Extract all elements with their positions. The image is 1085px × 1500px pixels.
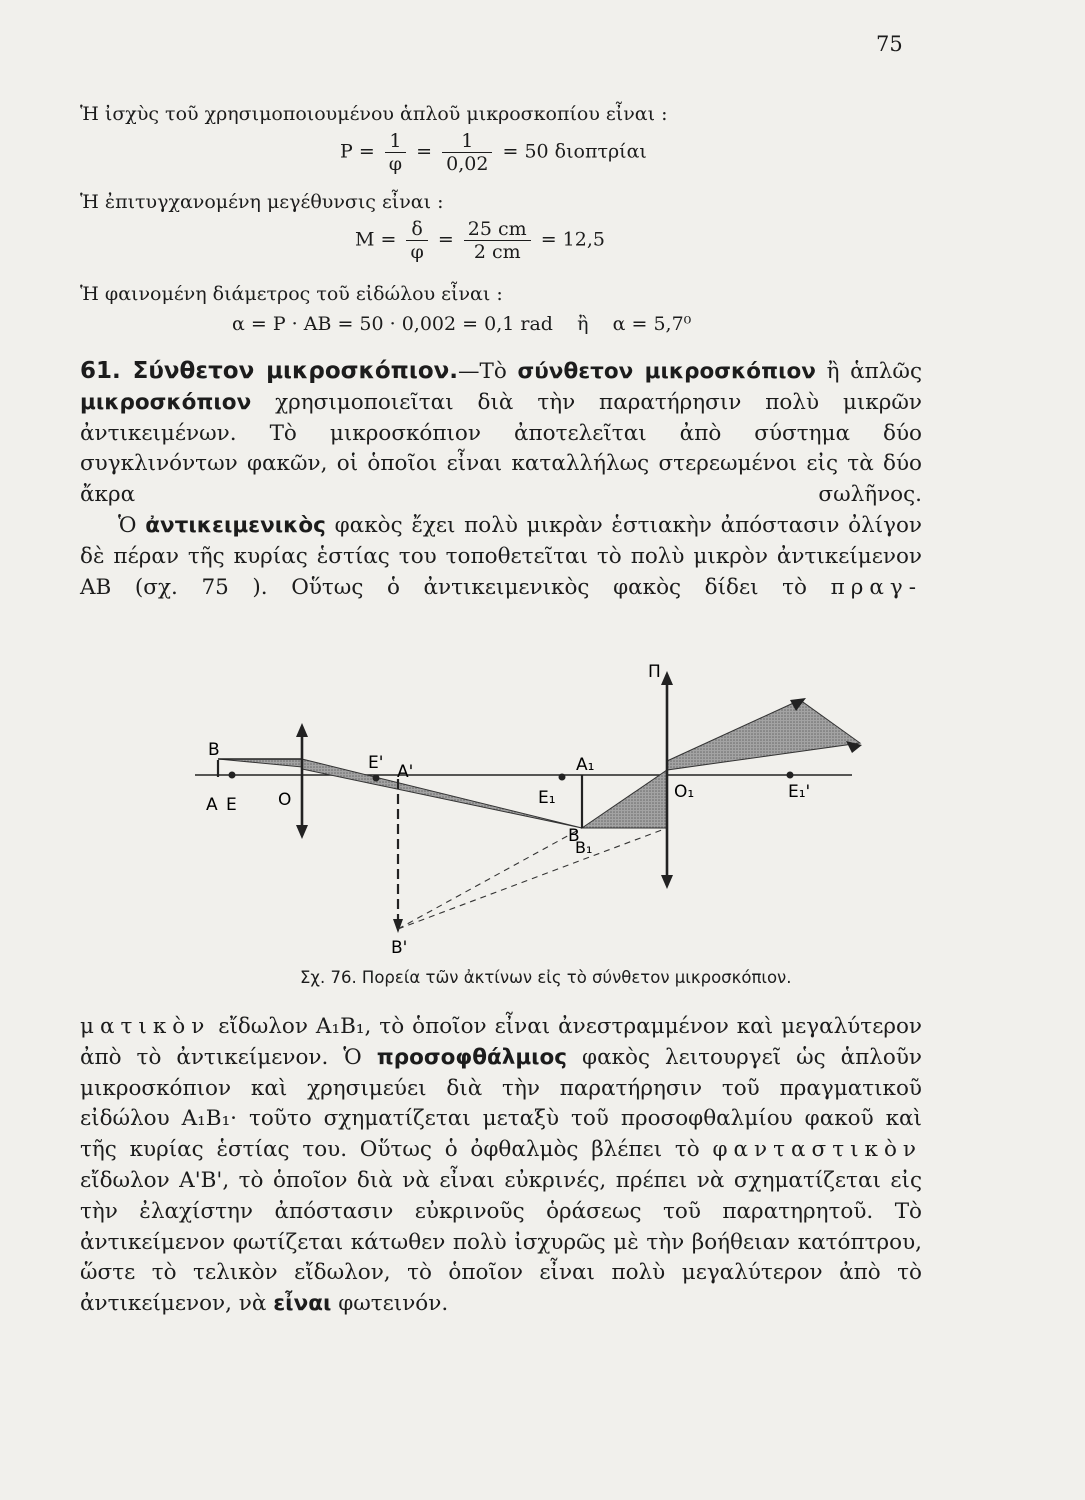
- label-B-prime: B': [391, 938, 408, 955]
- focus-E-prime: [373, 775, 380, 782]
- section-heading: 61. Σύνθετον μικροσκόπιον.: [80, 358, 459, 384]
- p1-s1: —Τὸ: [458, 359, 518, 384]
- p3-bold-eyepiece: προσοφθάλμιος: [376, 1044, 568, 1070]
- ray-beam-objective: [218, 759, 302, 767]
- p3-s4: φωτεινόν.: [331, 1291, 449, 1317]
- power-eq1: =: [416, 140, 433, 163]
- power-rhs: = 50 διοπτρίαι: [502, 140, 647, 163]
- power-f2-num: 1: [461, 130, 474, 152]
- focus-E1-prime: [787, 772, 794, 779]
- p2-s1: Ὁ: [118, 512, 146, 538]
- power-f1-den: φ: [385, 152, 406, 175]
- power-equation: [340, 130, 647, 175]
- label-A1: A₁: [576, 755, 595, 775]
- label-Pi: Π: [648, 662, 661, 682]
- magnification-equation: [355, 218, 605, 263]
- power-intro-line: Ἡ ἰσχὺς τοῦ χρησιμοποιουμένου ἁπλοῦ μικροσκοπίου εἶναι :: [80, 103, 668, 125]
- mag-f2-num: 25 cm: [467, 218, 527, 240]
- objective-lens-bottom-arrow: [296, 825, 308, 839]
- power-lhs: P =: [340, 140, 375, 163]
- mag-f1-den: φ: [406, 240, 427, 263]
- p3-s3: εἴδωλον A'B', τὸ ὁποῖον διὰ νὰ εἶναι εὐκρινές, πρέπει νὰ σχηματίζεται εἰς τὴν ἐλαχίστην ἀπόστασιν εὐκρινοῦς ὁράσεως τοῦ παρατηρητοῦ. Τὸ ἀντικείμενον φωτίζεται κάτωθεν πολὺ ἰσχυρῶς μὲ τὴν βοήθειαν κατόπτρου, ὥστε τὸ τελικὸν εἴδωλον, τὸ ὁποῖον εἶναι πολὺ μεγαλύτερον ἀπὸ τὸ ἀντικείμενον, νὰ: [80, 1167, 922, 1317]
- magnification-intro-line: Ἡ ἐπιτυγχανομένη μεγέθυνσις εἶναι :: [80, 191, 444, 213]
- eyepiece-lens-top-arrow: [661, 671, 673, 685]
- label-B1: B₁: [575, 838, 593, 857]
- ray-beam-to-eyepiece: [582, 770, 667, 828]
- focus-E1: [559, 774, 566, 781]
- mag-fraction-2: [464, 218, 531, 263]
- p3-bold-einai: εἶναι: [273, 1291, 332, 1317]
- p3-spaced-virtual: φανταστικὸν: [712, 1137, 922, 1163]
- label-A-prime: A': [397, 762, 414, 782]
- paragraph-3: [80, 1012, 922, 1320]
- objective-lens-top-arrow: [296, 723, 308, 737]
- power-fraction-2: [442, 130, 492, 175]
- diameter-intro-line: Ἡ φαινομένη διάμετρος τοῦ εἰδώλου εἶναι :: [80, 283, 503, 305]
- p3-s1: εἴδωλον A₁B₁, τὸ ὁποῖον εἶναι ἀνεστραμμένον καὶ μεγαλύτερον ἀπὸ τὸ ἀντικείμενον. Ὁ: [80, 1014, 922, 1070]
- power-f2-den: 0,02: [442, 152, 492, 175]
- mag-f1-num: δ: [411, 218, 423, 240]
- p1-bold-compound-microscope: σύνθετον μικροσκόπιον: [517, 359, 816, 384]
- virtual-image-arrow: [393, 919, 403, 933]
- p2-bold-objective: ἀντικειμενικὸς: [145, 512, 326, 538]
- focus-E: [229, 772, 236, 779]
- compound-microscope-diagram: [190, 655, 870, 955]
- mag-lhs: M =: [355, 228, 397, 251]
- p1-s3: χρησιμοποιεῖται διὰ τὴν παρατήρησιν πολὺ μικρῶν ἀντικειμένων. Τὸ μικροσκόπιον ἀποτελεῖται ἀπὸ σύστημα δύο συγκλινόντων φακῶν, οἱ ὁποῖοι εἶναι καταλλήλως στερεωμένοι εἰς τὰ δύο ἄκρα σωλῆνος.: [80, 389, 922, 508]
- ray-beam-emergent: [667, 700, 860, 770]
- label-E-prime: E': [368, 753, 384, 773]
- label-E1-prime: E₁': [788, 782, 811, 802]
- section-61: [80, 356, 922, 603]
- power-f1-num: 1: [389, 130, 402, 152]
- page-number: 75: [876, 32, 903, 56]
- label-E: E: [226, 795, 237, 815]
- mag-eq1: =: [437, 228, 454, 251]
- paragraph-2: [80, 511, 922, 603]
- label-E1: E₁: [538, 788, 556, 808]
- mag-rhs: = 12,5: [540, 228, 605, 251]
- label-B1-upper: B: [568, 826, 580, 846]
- label-O: O: [278, 790, 292, 810]
- diameter-equation: α = P · AB = 50 · 0,002 = 0,1 rad ἢ α = 5,7⁰: [232, 313, 692, 335]
- label-B: B: [208, 740, 220, 760]
- p1-s2: ἢ ἁπλῶς: [815, 359, 923, 384]
- virtual-ray-1: [398, 828, 582, 929]
- mag-fraction-1: [406, 218, 427, 263]
- label-A: A: [206, 795, 218, 815]
- continuation-text: [80, 1012, 922, 1320]
- figure-caption: Σχ. 76. Πορεία τῶν ἀκτίνων εἰς τὸ σύνθετον μικροσκόπιον.: [300, 968, 792, 987]
- paragraph-1: [80, 356, 922, 511]
- virtual-ray-2: [398, 828, 667, 929]
- eyepiece-lens-bottom-arrow: [661, 875, 673, 889]
- mag-f2-den: 2 cm: [464, 240, 531, 263]
- p1-bold-microscope: μικροσκόπιον: [80, 389, 252, 415]
- p2-spaced-real: πραγ-: [830, 574, 922, 600]
- power-fraction-1: [385, 130, 406, 175]
- p3-s2: φακὸς λειτουργεῖ ὡς ἁπλοῦν μικροσκόπιον καὶ χρησιμεύει διὰ τὴν παρατήρησιν τοῦ πραγματικοῦ εἰδώλου A₁B₁· τοῦτο σχηματίζεται μεταξὺ τοῦ προσοφθαλμίου φακοῦ καὶ τῆς κυρίας ἑστίας του. Οὕτως ὁ ὀφθαλμὸς βλέπει τὸ: [80, 1044, 922, 1163]
- label-O1: O₁: [674, 782, 695, 802]
- p3-spaced-matikon: ματικὸν: [80, 1014, 211, 1039]
- p2-s2: φακὸς ἔχει πολὺ μικρὰν ἑστιακὴν ἀπόστασιν ὀλίγον δὲ πέραν τῆς κυρίας ἑστίας του τοποθετεῖται τὸ πολὺ μικρὸν ἀντικείμενον AB (σχ. 75 ). Οὕτως ὁ ἀντικειμενικὸς φακὸς δίδει τὸ: [80, 512, 922, 600]
